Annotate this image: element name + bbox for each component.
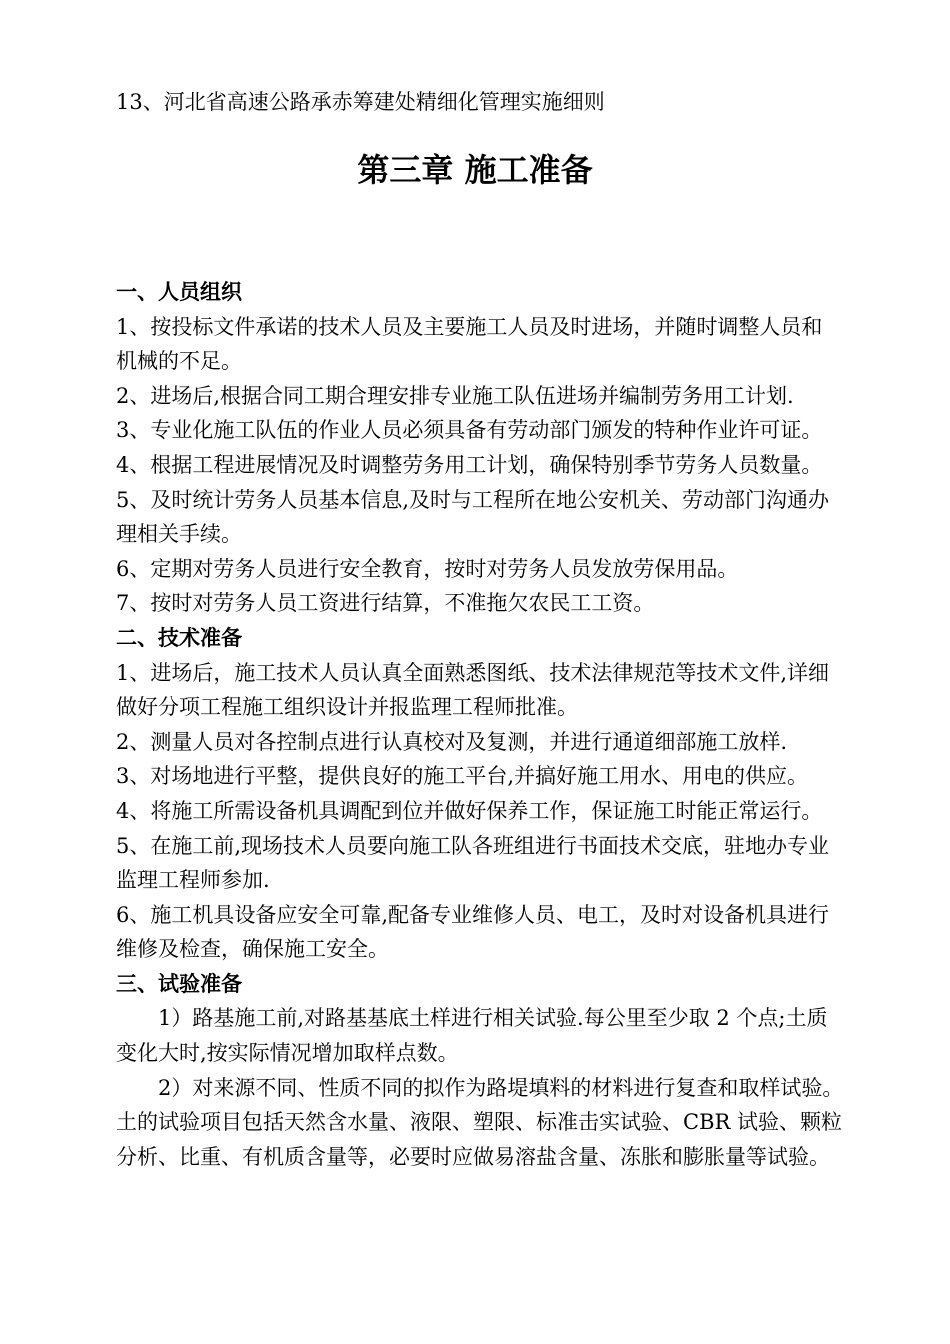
paragraph-line: 7、按时对劳务人员工资进行结算，不准拖欠农民工工资。 xyxy=(116,591,655,616)
paragraph-line: 理相关手续。 xyxy=(116,522,242,547)
paragraph-line: 1）路基施工前,对路基基底土样进行相关试验.每公里至少取 2 个点;土质 xyxy=(158,1006,828,1031)
paragraph-line: 5、在施工前,现场技术人员要向施工队各班组进行书面技术交底，驻地办专业 xyxy=(116,833,830,858)
paragraph-line: 维修及检查，确保施工安全。 xyxy=(116,937,389,962)
section-heading-personnel: 一、人员组织 xyxy=(116,279,242,304)
paragraph-line: 1、进场后，施工技术人员认真全面熟悉图纸、技术法律规范等技术文件,详细 xyxy=(116,660,830,685)
section-heading-technical: 二、技术准备 xyxy=(116,624,242,650)
paragraph-line: 3、对场地进行平整，提供良好的施工平台,并搞好施工用水、用电的供应。 xyxy=(116,764,809,789)
paragraph-line: 2）对来源不同、性质不同的拟作为路堤填料的材料进行复查和取样试验。 xyxy=(158,1075,844,1100)
paragraph-line: 土的试验项目包括天然含水量、液限、塑限、标准击实试验、CBR 试验、颗粒 xyxy=(116,1110,842,1135)
paragraph-line: 4、根据工程进展情况及时调整劳务用工计划，确保特别季节劳务人员数量。 xyxy=(116,452,823,477)
paragraph-line: 监理工程师参加. xyxy=(116,868,270,893)
paragraph-line: 6、施工机具设备应安全可靠,配备专业维修人员、电工，及时对设备机具进行 xyxy=(116,902,830,927)
paragraph-line: 6、定期对劳务人员进行安全教育，按时对劳务人员发放劳保用品。 xyxy=(116,556,739,581)
section-heading-testing: 三、试验准备 xyxy=(116,970,242,996)
paragraph-line: 分析、比重、有机质含量等，必要时应做易溶盐含量、冻胀和膨胀量等试验。 xyxy=(116,1144,830,1169)
document-body xyxy=(116,275,896,1174)
paragraph-line: 3、专业化施工队伍的作业人员必须具备有劳动部门颁发的特种作业许可证。 xyxy=(116,418,823,443)
paragraph-line: 4、将施工所需设备机具调配到位并做好保养工作，保证施工时能正常运行。 xyxy=(116,798,823,823)
paragraph-line: 机械的不足。 xyxy=(116,349,242,374)
paragraph-line: 1、按投标文件承诺的技术人员及主要施工人员及时进场，并随时调整人员和 xyxy=(116,314,823,339)
paragraph-line: 2、测量人员对各控制点进行认真校对及复测，并进行通道细部施工放样. xyxy=(116,729,788,754)
paragraph-line: 2、进场后,根据合同工期合理安排专业施工队伍进场并编制劳务用工计划. xyxy=(116,383,794,408)
document-reference-line: 13、河北省高速公路承赤筹建处精细化管理实施细则 xyxy=(116,90,605,114)
paragraph-line: 做好分项工程施工组织设计并报监理工程师批准。 xyxy=(116,695,578,720)
chapter-title: 第三章 施工准备 xyxy=(357,151,593,189)
paragraph-line: 变化大时,按实际情况增加取样点数。 xyxy=(116,1041,459,1066)
paragraph-line: 5、及时统计劳务人员基本信息,及时与工程所在地公安机关、劳动部门沟通办 xyxy=(116,487,830,512)
